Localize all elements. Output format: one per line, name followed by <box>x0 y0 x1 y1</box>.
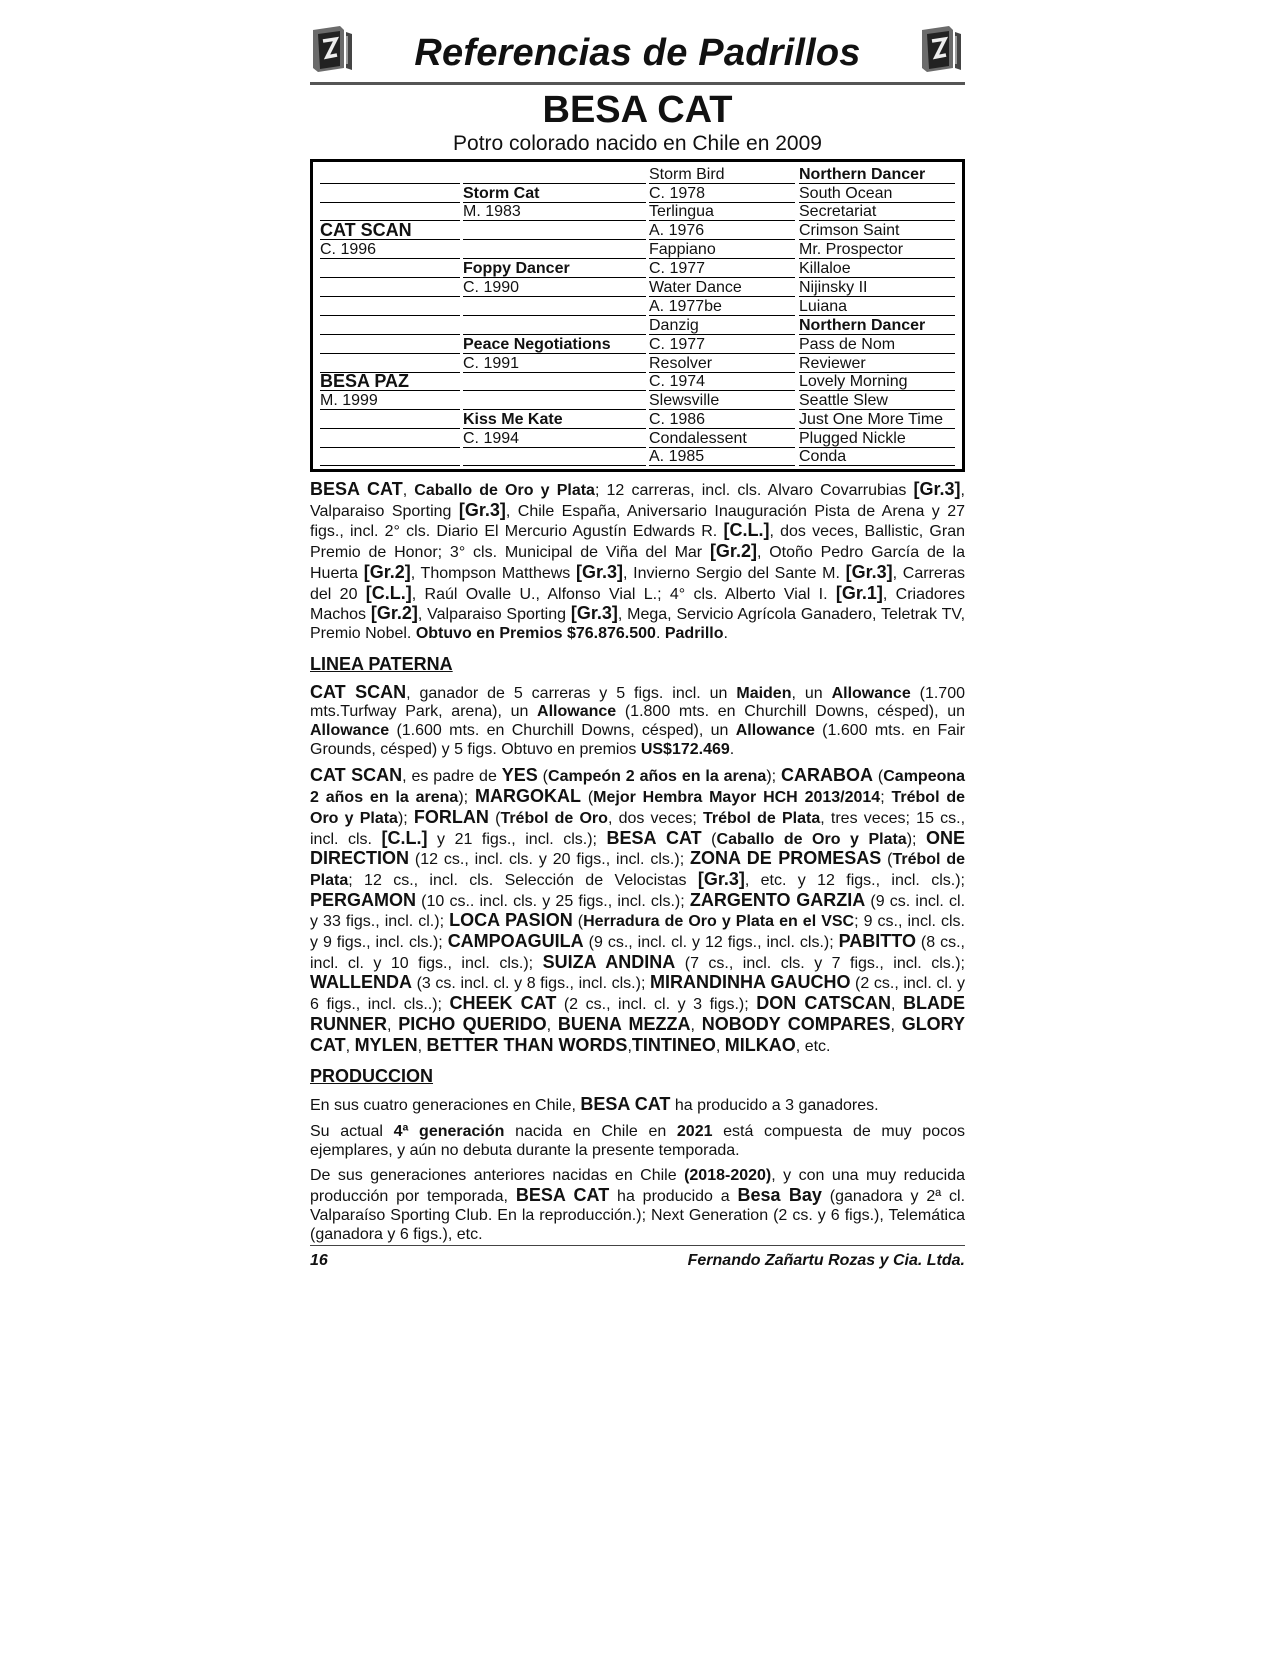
pedigree-gp-name: Storm Cat <box>463 185 646 203</box>
pedigree-gggp: Killaloe <box>799 260 955 278</box>
pedigree-line <box>463 222 646 240</box>
pedigree-line <box>463 166 646 184</box>
pedigree-gggp: South Ocean <box>799 185 955 203</box>
pedigree-line <box>463 298 646 316</box>
pedigree-ggp-name: Storm Bird <box>649 166 795 184</box>
pedigree-gp-info: C. 1990 <box>463 279 646 297</box>
pedigree-line <box>320 317 460 335</box>
logo-icon <box>919 24 965 74</box>
pedigree-gggp: Just One More Time <box>799 411 955 429</box>
pedigree-gggp: Reviewer <box>799 355 955 373</box>
pedigree-gggp: Crimson Saint <box>799 222 955 240</box>
pedigree-line <box>463 373 646 391</box>
pedigree-gp-info: M. 1983 <box>463 203 646 221</box>
pedigree-gp-info: C. 1994 <box>463 430 646 448</box>
pedigree-line <box>320 336 460 354</box>
pedigree-sire-info: C. 1996 <box>320 241 460 259</box>
page-number: 16 <box>310 1252 328 1269</box>
section-heading-produccion: PRODUCCION <box>310 1066 434 1087</box>
pedigree-ggp-name: Fappiano <box>649 241 795 259</box>
page <box>310 22 965 1244</box>
production-paragraph-3: De sus generaciones anteriores nacidas en Chile (2018-2020), y con una muy reducida producción por temporada, BESA CAT ha producido a Besa Bay (ganadora y 2ª cl. Valparaíso Sporting Club. En la reproducción.); Next Generation (2 cs. y 6 figs.), Telemática (ganadora y 6 figs.), etc. <box>310 1167 966 1243</box>
pedigree-line <box>320 355 460 373</box>
pedigree-gggp: Mr. Prospector <box>799 241 955 259</box>
race-record-paragraph: BESA CAT, Caballo de Oro y Plata; 12 carreras, incl. cls. Alvaro Covarrubias [Gr.3], Valparaiso Sporting [Gr.3], Chile España, Aniversario Inauguración Pista de Arena y 27 figs., incl. 2° cls. Diario El Mercurio Agustín Edwards R. [C.L.], dos veces, Ballistic, Gran Premio de Honor; 3° cls. Municipal de Viña del Mar [Gr.2], Otoño Pedro García de la Huerta [Gr.2], Thompson Matthews [Gr.3], Invierno Sergio del Sante M. [Gr.3], Carreras del 20 [C.L.], Raúl Ovalle U., Alfonso Vial L.; 4° cls. Alberto Vial I. [Gr.1], Criadores Machos [Gr.2], Valparaiso Sporting [Gr.3], Mega, Servicio Agrícola Ganadero, Teletrak TV, Premio Nobel. Obtuvo en Premios $76.876.500. Padrillo. <box>310 479 966 642</box>
pedigree-line <box>320 166 460 184</box>
pedigree-ggp-info: C. 1977 <box>649 260 795 278</box>
pedigree-dam-info: M. 1999 <box>320 392 460 410</box>
pedigree-line <box>463 448 646 466</box>
pedigree-ggp-info: C. 1986 <box>649 411 795 429</box>
pedigree-ggp-name: Condalessent <box>649 430 795 448</box>
page-footer <box>310 1245 965 1269</box>
pedigree-line <box>320 203 460 221</box>
pedigree-line <box>463 392 646 410</box>
pedigree-line <box>320 279 460 297</box>
pedigree-gggp: Luiana <box>799 298 955 316</box>
pedigree-gp-info: C. 1991 <box>463 355 646 373</box>
header-title: Referencias de Padrillos <box>414 32 861 74</box>
pedigree-sire-name: CAT SCAN <box>320 222 460 240</box>
pedigree-line <box>320 185 460 203</box>
pedigree-gggp: Plugged Nickle <box>799 430 955 448</box>
horse-name-inline: BESA CAT <box>310 479 403 499</box>
pedigree-ggp-name: Resolver <box>649 355 795 373</box>
horse-subtitle: Potro colorado nacido en Chile en 2009 <box>453 132 822 155</box>
header-rule <box>310 82 965 85</box>
pedigree-ggp-info: A. 1976 <box>649 222 795 240</box>
page-header <box>310 22 965 82</box>
pedigree-table <box>310 159 965 472</box>
pedigree-ggp-info: C. 1977 <box>649 336 795 354</box>
pedigree-gggp: Conda <box>799 448 955 466</box>
pedigree-ggp-info: C. 1978 <box>649 185 795 203</box>
pedigree-ggp-name: Water Dance <box>649 279 795 297</box>
pedigree-gggp: Lovely Morning <box>799 373 955 391</box>
pedigree-gp-name: Kiss Me Kate <box>463 411 646 429</box>
pedigree-gp-name: Foppy Dancer <box>463 260 646 278</box>
pedigree-ggp-name: Danzig <box>649 317 795 335</box>
pedigree-line <box>463 241 646 259</box>
pedigree-ggp-name: Slewsville <box>649 392 795 410</box>
production-paragraph-1: En sus cuatro generaciones en Chile, BESA CAT ha producido a 3 ganadores. <box>310 1094 879 1115</box>
horse-name: BESA CAT <box>542 89 733 131</box>
pedigree-line <box>463 317 646 335</box>
pedigree-gp-name: Peace Negotiations <box>463 336 646 354</box>
pedigree-ggp-info: C. 1974 <box>649 373 795 391</box>
pedigree-gggp: Northern Dancer <box>799 317 955 335</box>
footer-company: Fernando Zañartu Rozas y Cia. Ltda. <box>687 1252 965 1269</box>
sire-offspring-paragraph: CAT SCAN, es padre de YES (Campeón 2 años en la arena); CARABOA (Campeona 2 años en la arena); MARGOKAL (Mejor Hembra Mayor HCH 2013/2014; Trébol de Oro y Plata); FORLAN (Trébol de Oro, dos veces; Trébol de Plata, tres veces; 15 cs., incl. cls. [C.L.] y 21 figs., incl. cls.); BESA CAT (Caballo de Oro y Plata); ONE DIRECTION (12 cs., incl. cls. y 20 figs., incl. cls.); ZONA DE PROMESAS (Trébol de Plata; 12 cs., incl. cls. Selección de Velocistas [Gr.3], etc. y 12 figs., incl. cls.); PERGAMON (10 cs.. incl. cls. y 25 figs., incl. cls.); ZARGENTO GARZIA (9 cs. incl. cl. y 33 figs., incl. cl.); LOCA PASION (Herradura de Oro y Plata en el VSC; 9 cs., incl. cls. y 9 figs., incl. cls.); CAMPOAGUILA (9 cs., incl. cl. y 12 figs., incl. cls.); PABITTO (8 cs., incl. cl. y 10 figs., incl. cls.); SUIZA ANDINA (7 cs., incl. cls. y 7 figs., incl. cls.); WALLENDA (3 cs. incl. cl. y 8 figs., incl. cls.); MIRANDINHA GAUCHO (2 cs., incl. cl. y 6 figs., incl. cls..); CHEEK CAT (2 cs., incl. cl. y 3 figs.); DON CATSCAN, BLADE RUNNER, PICHO QUERIDO, BUENA MEZZA, NOBODY COMPARES, GLORY CAT, MYLEN, BETTER THAN WORDS,TINTINEO, MILKAO, etc. <box>310 765 966 1055</box>
pedigree-gggp: Nijinsky II <box>799 279 955 297</box>
pedigree-gggp: Seattle Slew <box>799 392 955 410</box>
pedigree-dam-name: BESA PAZ <box>320 373 460 391</box>
pedigree-ggp-info: A. 1977be <box>649 298 795 316</box>
pedigree-line <box>320 448 460 466</box>
pedigree-line <box>320 260 460 278</box>
pedigree-gggp: Secretariat <box>799 203 955 221</box>
pedigree-line <box>320 298 460 316</box>
pedigree-line <box>320 411 460 429</box>
pedigree-ggp-info: A. 1985 <box>649 448 795 466</box>
section-heading-paterna: LINEA PATERNA <box>310 653 453 674</box>
pedigree-gggp: Pass de Nom <box>799 336 955 354</box>
production-paragraph-2: Su actual 4ª generación nacida en Chile en 2021 está compuesta de muy pocos ejemplares, y aún no debuta durante la presente temporada. <box>310 1122 966 1159</box>
pedigree-line <box>320 430 460 448</box>
sire-record-paragraph: CAT SCAN, ganador de 5 carreras y 5 figs. incl. un Maiden, un Allowance (1.700 mts.Turfway Park, arena), un Allowance (1.800 mts. en Churchill Downs, césped), un Allowance (1.600 mts. en Churchill Downs, césped), un Allowance (1.600 mts. en Fair Grounds, césped) y 5 figs. Obtuvo en premios US$172.469. <box>310 681 966 758</box>
pedigree-ggp-name: Terlingua <box>649 203 795 221</box>
pedigree-gggp: Northern Dancer <box>799 166 955 184</box>
